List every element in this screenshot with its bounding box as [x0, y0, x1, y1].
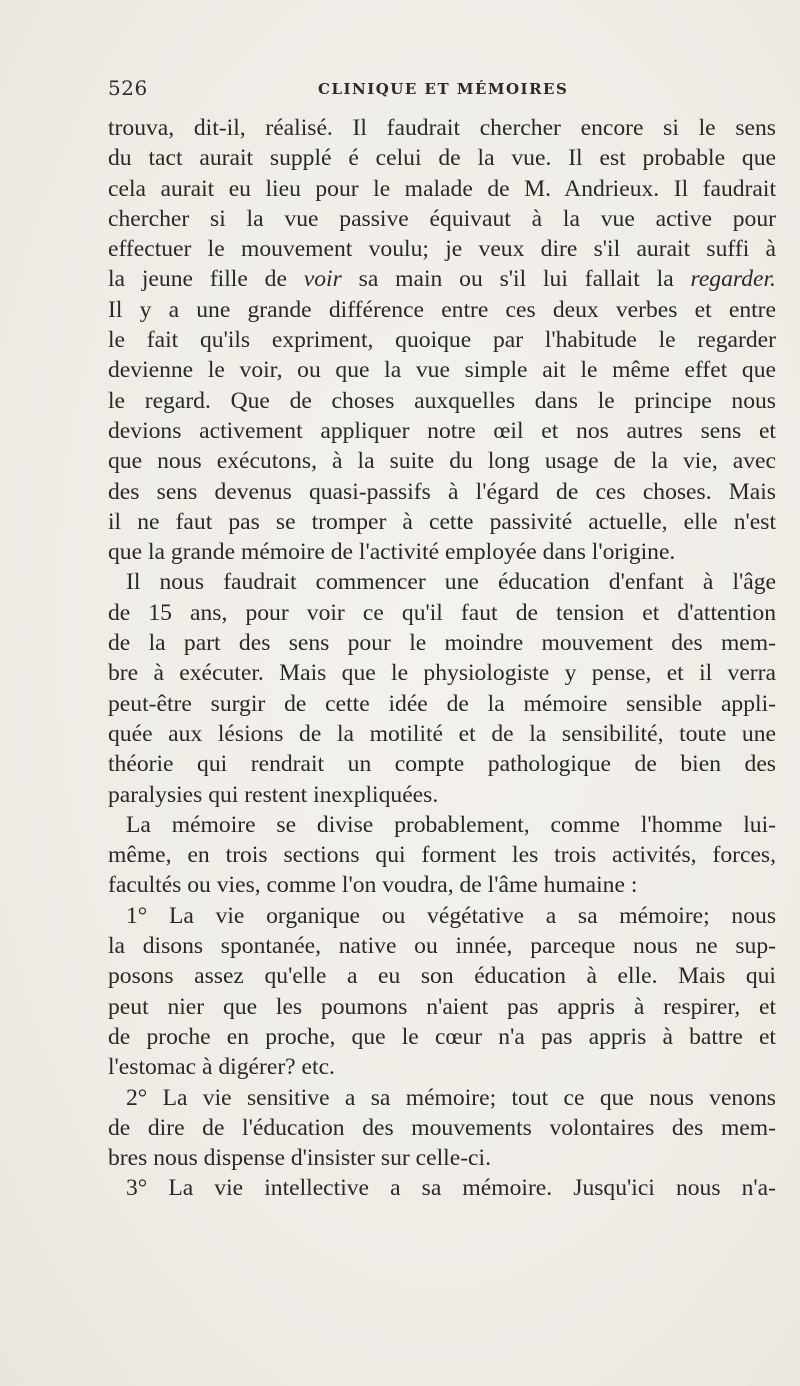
- text-line: posons assez qu'elle a eu son éducation à elle. Mais qui: [108, 963, 776, 990]
- text-line: 3° La vie intellective a sa mémoire. Jusqu'ici nous n'a-: [126, 1175, 776, 1202]
- body-text: [108, 113, 776, 1204]
- text-line: théorie qui rendrait un compte pathologique de bien des: [108, 751, 776, 778]
- text-line: de la part des sens pour le moindre mouvement des mem-: [108, 630, 776, 657]
- text-line: la jeune fille de voir sa main ou s'il lui fallait la regarder.: [108, 266, 776, 293]
- text-line: de proche en proche, que le cœur n'a pas appris à battre et: [108, 1023, 776, 1050]
- text-line: de dire de l'éducation des mouvements volontaires des mem-: [108, 1114, 776, 1141]
- text-line: de 15 ans, pour voir ce qu'il faut de tension et d'attention: [108, 599, 776, 626]
- text-line: bres nous dispense d'insister sur celle-ci.: [108, 1145, 491, 1172]
- text-line: des sens devenus quasi-passifs à l'égard de ces choses. Mais: [108, 478, 776, 505]
- text-line: cela aurait eu lieu pour le malade de M. Andrieux. Il faudrait: [108, 175, 776, 202]
- text-line: que la grande mémoire de l'activité employée dans l'origine.: [108, 539, 676, 566]
- text-line: quée aux lésions de la motilité et de la sensibilité, toute une: [108, 720, 776, 747]
- text-line: Il y a une grande différence entre ces deux verbes et entre: [108, 296, 776, 323]
- text-line: devions activement appliquer notre œil et nos autres sens et: [108, 417, 776, 444]
- text-line: du tact aurait supplé é celui de la vue. Il est probable que: [108, 145, 776, 172]
- text-line: l'estomac à digérer? etc.: [108, 1054, 335, 1081]
- text-line: le regard. Que de choses auxquelles dans le principe nous: [108, 387, 776, 414]
- page-number: 526: [108, 76, 148, 100]
- text-line: Il nous faudrait commencer une éducation d'enfant à l'âge: [126, 569, 776, 596]
- text-line: La mémoire se divise probablement, comme l'homme lui-: [126, 811, 776, 838]
- text-line: effectuer le mouvement voulu; je veux dire s'il aurait suffi à: [108, 236, 776, 263]
- text-line: peut nier que les poumons n'aient pas appris à respirer, et: [108, 993, 776, 1020]
- text-line: facultés ou vies, comme l'on voudra, de l'âme humaine :: [108, 872, 638, 899]
- text-line: bre à exécuter. Mais que le physiologiste y pense, et il verra: [108, 660, 776, 687]
- running-head: CLINIQUE ET MÉMOIRES: [318, 80, 569, 98]
- text-line: chercher si la vue passive équivaut à la vue active pour: [108, 205, 776, 232]
- text-line: même, en trois sections qui forment les trois activités, forces,: [108, 842, 776, 869]
- text-line: le fait qu'ils expriment, quoique par l'habitude le regarder: [108, 327, 776, 354]
- text-line: il ne faut pas se tromper à cette passivité actuelle, elle n'est: [108, 508, 776, 535]
- text-line: paralysies qui restent inexpliquées.: [108, 781, 439, 808]
- text-line: la disons spontanée, native ou innée, parceque nous ne sup-: [108, 933, 776, 960]
- text-line: trouva, dit-il, réalisé. Il faudrait chercher encore si le sens: [108, 115, 776, 141]
- text-line: 2° La vie sensitive a sa mémoire; tout ce que nous venons: [126, 1084, 776, 1111]
- text-line: peut-être surgir de cette idée de la mémoire sensible appli-: [108, 690, 776, 717]
- text-line: que nous exécutons, à la suite du long usage de la vie, avec: [108, 448, 776, 475]
- text-line: 1° La vie organique ou végétative a sa mémoire; nous: [126, 902, 776, 929]
- page-header: [108, 76, 774, 106]
- text-line: devienne le voir, ou que la vue simple ait le même effet que: [108, 357, 776, 384]
